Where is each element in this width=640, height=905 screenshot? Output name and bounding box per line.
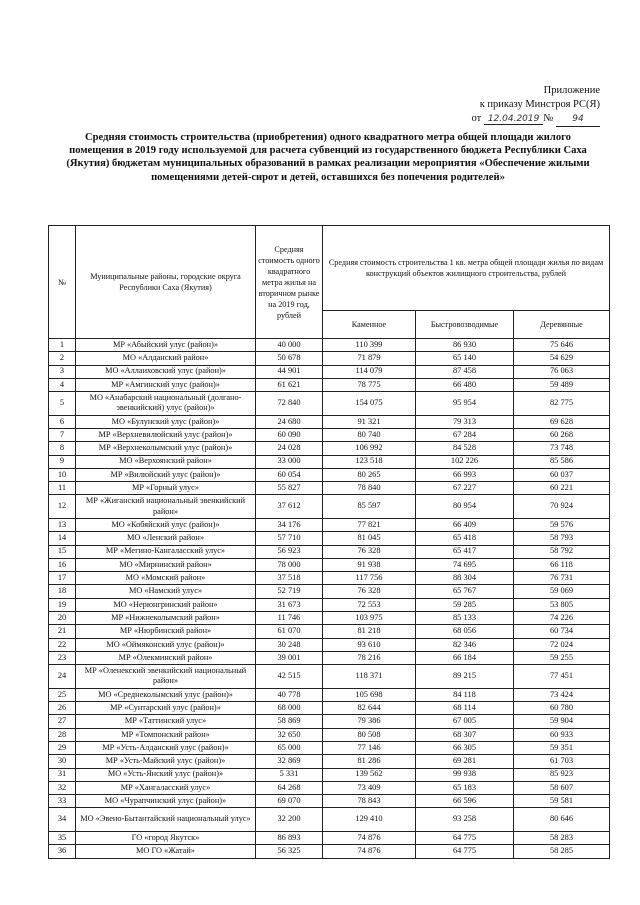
table-row xyxy=(49,728,610,741)
stone-cost: 81 286 xyxy=(323,755,416,768)
municipality-name: МР «Вилюйский улус (район)» xyxy=(76,468,256,481)
row-number: 24 xyxy=(49,665,76,689)
stone-cost: 154 075 xyxy=(323,392,416,416)
prefab-cost: 82 346 xyxy=(416,638,514,651)
municipality-name: МР «Верхнеколымский улус (район)» xyxy=(76,442,256,455)
municipality-name: МР «Сунтарский улус (район)» xyxy=(76,702,256,715)
stone-cost: 77 821 xyxy=(323,518,416,531)
prefab-cost: 67 227 xyxy=(416,482,514,495)
secondary-market-cost: 78 000 xyxy=(256,558,323,571)
table-row xyxy=(49,392,610,416)
annex-title: Приложение xyxy=(543,85,600,96)
row-number: 34 xyxy=(49,808,76,832)
row-number: 13 xyxy=(49,518,76,531)
stone-cost: 106 992 xyxy=(323,442,416,455)
stone-cost: 72 553 xyxy=(323,598,416,611)
row-number: 23 xyxy=(49,651,76,664)
row-number: 2 xyxy=(49,352,76,365)
municipality-name: МР «Оленекский эвенкийский национальный район» xyxy=(76,665,256,689)
row-number: 9 xyxy=(49,455,76,468)
stone-cost: 118 371 xyxy=(323,665,416,689)
stone-cost: 73 409 xyxy=(323,781,416,794)
table-row xyxy=(49,808,610,832)
stone-cost: 105 698 xyxy=(323,688,416,701)
municipality-name: МО «Намский улус» xyxy=(76,585,256,598)
prefab-cost: 84 528 xyxy=(416,442,514,455)
secondary-market-cost: 56 325 xyxy=(256,845,323,858)
stone-cost: 103 975 xyxy=(323,612,416,625)
table-row xyxy=(49,495,610,519)
row-number: 36 xyxy=(49,845,76,858)
table-row xyxy=(49,741,610,754)
prefab-cost: 65 767 xyxy=(416,585,514,598)
table-row xyxy=(49,442,610,455)
municipality-name: МО «Нерюнгринский район» xyxy=(76,598,256,611)
header-construction-cost: Средняя стоимость строительства 1 кв. метра общей площади жилья по видам конструкций объектов жилищного строительства, рублей xyxy=(323,226,610,311)
stone-cost: 77 146 xyxy=(323,741,416,754)
row-number: 21 xyxy=(49,625,76,638)
table-row xyxy=(49,518,610,531)
table-row xyxy=(49,665,610,689)
row-number: 15 xyxy=(49,545,76,558)
table-row xyxy=(49,598,610,611)
stone-cost: 80 265 xyxy=(323,468,416,481)
table-row xyxy=(49,558,610,571)
stone-cost: 81 218 xyxy=(323,625,416,638)
municipality-name: МО «Булунский улус (район)» xyxy=(76,415,256,428)
table-row xyxy=(49,428,610,441)
table-row xyxy=(49,795,610,808)
secondary-market-cost: 52 719 xyxy=(256,585,323,598)
row-number: 6 xyxy=(49,415,76,428)
row-number: 22 xyxy=(49,638,76,651)
municipality-name: ГО «город Якутск» xyxy=(76,831,256,844)
prefab-cost: 67 284 xyxy=(416,428,514,441)
municipality-name: МР «Хангаласский улус» xyxy=(76,781,256,794)
wooden-cost: 80 646 xyxy=(514,808,610,832)
secondary-market-cost: 32 650 xyxy=(256,728,323,741)
row-number: 4 xyxy=(49,378,76,391)
table-row xyxy=(49,455,610,468)
prefab-cost: 95 954 xyxy=(416,392,514,416)
wooden-cost: 60 933 xyxy=(514,728,610,741)
municipality-name: МР «Жиганский национальный эвенкийский район» xyxy=(76,495,256,519)
stone-cost: 139 562 xyxy=(323,768,416,781)
prefab-cost: 66 480 xyxy=(416,378,514,391)
table-row xyxy=(49,572,610,585)
prefab-cost: 86 930 xyxy=(416,339,514,352)
table-row xyxy=(49,339,610,352)
secondary-market-cost: 57 710 xyxy=(256,532,323,545)
table-row xyxy=(49,365,610,378)
table-row xyxy=(49,415,610,428)
municipality-name: МО «Мирнинский район» xyxy=(76,558,256,571)
wooden-cost: 72 024 xyxy=(514,638,610,651)
secondary-market-cost: 72 840 xyxy=(256,392,323,416)
prefab-cost: 66 184 xyxy=(416,651,514,664)
prefab-cost: 68 307 xyxy=(416,728,514,741)
wooden-cost: 66 118 xyxy=(514,558,610,571)
municipality-name: МР «Амгинский улус (район)» xyxy=(76,378,256,391)
prefab-cost: 65 418 xyxy=(416,532,514,545)
secondary-market-cost: 61 621 xyxy=(256,378,323,391)
municipality-name: МО «Кобяйский улус (район)» xyxy=(76,518,256,531)
table-row xyxy=(49,482,610,495)
stone-cost: 129 410 xyxy=(323,808,416,832)
row-number: 28 xyxy=(49,728,76,741)
prefab-cost: 99 938 xyxy=(416,768,514,781)
stone-cost: 123 518 xyxy=(323,455,416,468)
wooden-cost: 60 037 xyxy=(514,468,610,481)
prefab-cost: 66 596 xyxy=(416,795,514,808)
stone-cost: 91 938 xyxy=(323,558,416,571)
secondary-market-cost: 34 176 xyxy=(256,518,323,531)
stone-cost: 76 328 xyxy=(323,585,416,598)
cost-table xyxy=(48,225,610,859)
row-number: 7 xyxy=(49,428,76,441)
wooden-cost: 77 451 xyxy=(514,665,610,689)
prefab-cost: 74 695 xyxy=(416,558,514,571)
wooden-cost: 69 628 xyxy=(514,415,610,428)
stone-cost: 74 876 xyxy=(323,845,416,858)
wooden-cost: 60 221 xyxy=(514,482,610,495)
stone-cost: 82 644 xyxy=(323,702,416,715)
table-row xyxy=(49,545,610,558)
row-number: 31 xyxy=(49,768,76,781)
secondary-market-cost: 60 090 xyxy=(256,428,323,441)
table-row xyxy=(49,702,610,715)
table-row xyxy=(49,625,610,638)
stone-cost: 79 386 xyxy=(323,715,416,728)
stone-cost: 117 756 xyxy=(323,572,416,585)
municipality-name: МР «Горный улус» xyxy=(76,482,256,495)
row-number: 20 xyxy=(49,612,76,625)
secondary-market-cost: 30 248 xyxy=(256,638,323,651)
wooden-cost: 76 731 xyxy=(514,572,610,585)
wooden-cost: 59 069 xyxy=(514,585,610,598)
table-row xyxy=(49,831,610,844)
row-number: 12 xyxy=(49,495,76,519)
document-title: Средняя стоимость строительства (приобретения) одного квадратного метра общей площади жилого помещения в 2019 году используемой для расчета субвенций из государственного бюджета Республики Саха (Якутия) бюджетам муниципальных образований в рамках реализации мероприятия «Обеспечение жилыми помещениями детей-сирот и детей, оставшихся без попечения родителей» xyxy=(66,132,590,183)
table-row xyxy=(49,755,610,768)
order-date: 12.04.2019 xyxy=(484,114,544,125)
table-row xyxy=(49,378,610,391)
wooden-cost: 85 586 xyxy=(514,455,610,468)
prefab-cost: 67 005 xyxy=(416,715,514,728)
municipality-name: МР «Абыйский улус (район)» xyxy=(76,339,256,352)
wooden-cost: 60 780 xyxy=(514,702,610,715)
row-number: 1 xyxy=(49,339,76,352)
prefab-cost: 65 417 xyxy=(416,545,514,558)
wooden-cost: 60 268 xyxy=(514,428,610,441)
prefab-cost: 64 775 xyxy=(416,831,514,844)
stone-cost: 114 079 xyxy=(323,365,416,378)
secondary-market-cost: 86 893 xyxy=(256,831,323,844)
row-number: 35 xyxy=(49,831,76,844)
row-number: 3 xyxy=(49,365,76,378)
municipality-name: МР «Верхневилюйский улус (район)» xyxy=(76,428,256,441)
municipality-name: МО ГО «Жатай» xyxy=(76,845,256,858)
prefab-cost: 69 281 xyxy=(416,755,514,768)
municipality-name: МР «Усть-Майский улус (район)» xyxy=(76,755,256,768)
secondary-market-cost: 32 869 xyxy=(256,755,323,768)
table-row xyxy=(49,468,610,481)
municipality-name: МО «Ленский район» xyxy=(76,532,256,545)
row-number: 18 xyxy=(49,585,76,598)
wooden-cost: 58 285 xyxy=(514,845,610,858)
stone-cost: 80 740 xyxy=(323,428,416,441)
wooden-cost: 61 703 xyxy=(514,755,610,768)
stone-cost: 85 597 xyxy=(323,495,416,519)
annex-date-number xyxy=(471,112,600,127)
row-number: 17 xyxy=(49,572,76,585)
row-number: 16 xyxy=(49,558,76,571)
secondary-market-cost: 56 923 xyxy=(256,545,323,558)
row-number: 25 xyxy=(49,688,76,701)
municipality-name: МР «Усть-Алданский улус (район)» xyxy=(76,741,256,754)
stone-cost: 74 876 xyxy=(323,831,416,844)
stone-cost: 78 843 xyxy=(323,795,416,808)
row-number: 14 xyxy=(49,532,76,545)
prefab-cost: 89 215 xyxy=(416,665,514,689)
secondary-market-cost: 44 901 xyxy=(256,365,323,378)
prefab-cost: 65 140 xyxy=(416,352,514,365)
stone-cost: 71 879 xyxy=(323,352,416,365)
secondary-market-cost: 69 070 xyxy=(256,795,323,808)
header-secondary-market: Средняя стоимость одного квадратного метра жилья на вторичном рынке на 2019 год, рублей xyxy=(256,226,323,339)
wooden-cost: 70 924 xyxy=(514,495,610,519)
table-row xyxy=(49,781,610,794)
wooden-cost: 58 283 xyxy=(514,831,610,844)
secondary-market-cost: 40 000 xyxy=(256,339,323,352)
header-number: № xyxy=(49,226,76,339)
prefab-cost: 68 056 xyxy=(416,625,514,638)
prefab-cost: 68 114 xyxy=(416,702,514,715)
stone-cost: 78 775 xyxy=(323,378,416,391)
table-row xyxy=(49,651,610,664)
municipality-name: МО «Чурапчинский улус (район)» xyxy=(76,795,256,808)
table-row xyxy=(49,352,610,365)
municipality-name: МР «Олекминский район» xyxy=(76,651,256,664)
wooden-cost: 74 226 xyxy=(514,612,610,625)
wooden-cost: 58 607 xyxy=(514,781,610,794)
wooden-cost: 59 351 xyxy=(514,741,610,754)
municipality-name: МО «Эвено-Бытантайский национальный улус» xyxy=(76,808,256,832)
row-number: 11 xyxy=(49,482,76,495)
secondary-market-cost: 68 000 xyxy=(256,702,323,715)
municipality-name: МО «Усть-Янский улус (район)» xyxy=(76,768,256,781)
secondary-market-cost: 5 331 xyxy=(256,768,323,781)
municipality-name: МО «Аллаиховский улус (район)» xyxy=(76,365,256,378)
table-body xyxy=(49,339,610,859)
wooden-cost: 58 792 xyxy=(514,545,610,558)
secondary-market-cost: 37 612 xyxy=(256,495,323,519)
table-row xyxy=(49,715,610,728)
municipality-name: МР «Нюрбинский район» xyxy=(76,625,256,638)
prefab-cost: 88 304 xyxy=(416,572,514,585)
table-row xyxy=(49,638,610,651)
annex-order-ref: к приказу Минстроя РС(Я) xyxy=(479,99,600,110)
row-number: 33 xyxy=(49,795,76,808)
secondary-market-cost: 31 673 xyxy=(256,598,323,611)
secondary-market-cost: 24 028 xyxy=(256,442,323,455)
row-number: 30 xyxy=(49,755,76,768)
prefab-cost: 80 954 xyxy=(416,495,514,519)
stone-cost: 81 045 xyxy=(323,532,416,545)
wooden-cost: 73 748 xyxy=(514,442,610,455)
table-row xyxy=(49,532,610,545)
number-label: № xyxy=(543,113,554,124)
secondary-market-cost: 50 678 xyxy=(256,352,323,365)
secondary-market-cost: 60 054 xyxy=(256,468,323,481)
wooden-cost: 59 904 xyxy=(514,715,610,728)
secondary-market-cost: 65 000 xyxy=(256,741,323,754)
wooden-cost: 58 793 xyxy=(514,532,610,545)
header-wooden: Деревянные xyxy=(514,311,610,339)
prefab-cost: 65 183 xyxy=(416,781,514,794)
secondary-market-cost: 42 515 xyxy=(256,665,323,689)
municipality-name: МО «Алданский район» xyxy=(76,352,256,365)
municipality-name: МО «Анабарский национальный (долгано-эвенкийский) улус (район)» xyxy=(76,392,256,416)
header-stone: Каменное xyxy=(323,311,416,339)
prefab-cost: 64 775 xyxy=(416,845,514,858)
prefab-cost: 93 258 xyxy=(416,808,514,832)
row-number: 8 xyxy=(49,442,76,455)
row-number: 29 xyxy=(49,741,76,754)
row-number: 32 xyxy=(49,781,76,794)
wooden-cost: 59 576 xyxy=(514,518,610,531)
wooden-cost: 76 063 xyxy=(514,365,610,378)
municipality-name: МО «Момский район» xyxy=(76,572,256,585)
prefab-cost: 66 409 xyxy=(416,518,514,531)
row-number: 26 xyxy=(49,702,76,715)
row-number: 19 xyxy=(49,598,76,611)
secondary-market-cost: 61 070 xyxy=(256,625,323,638)
stone-cost: 80 508 xyxy=(323,728,416,741)
stone-cost: 93 610 xyxy=(323,638,416,651)
wooden-cost: 73 424 xyxy=(514,688,610,701)
wooden-cost: 75 646 xyxy=(514,339,610,352)
table-row xyxy=(49,768,610,781)
municipality-name: МР «Нижнеколымский район» xyxy=(76,612,256,625)
table-row xyxy=(49,688,610,701)
secondary-market-cost: 24 680 xyxy=(256,415,323,428)
wooden-cost: 59 581 xyxy=(514,795,610,808)
wooden-cost: 82 775 xyxy=(514,392,610,416)
municipality-name: МО «Среднеколымский улус (район)» xyxy=(76,688,256,701)
from-label: от xyxy=(471,113,482,124)
wooden-cost: 54 629 xyxy=(514,352,610,365)
annex-block xyxy=(471,84,600,127)
row-number: 10 xyxy=(49,468,76,481)
prefab-cost: 59 285 xyxy=(416,598,514,611)
secondary-market-cost: 40 778 xyxy=(256,688,323,701)
secondary-market-cost: 58 869 xyxy=(256,715,323,728)
stone-cost: 91 321 xyxy=(323,415,416,428)
wooden-cost: 59 255 xyxy=(514,651,610,664)
wooden-cost: 85 923 xyxy=(514,768,610,781)
municipality-name: МР «Таттинский улус» xyxy=(76,715,256,728)
prefab-cost: 79 313 xyxy=(416,415,514,428)
table-row xyxy=(49,585,610,598)
prefab-cost: 84 118 xyxy=(416,688,514,701)
municipality-name: МР «Мегино-Кангаласский улус» xyxy=(76,545,256,558)
municipality-name: МР «Томпонский район» xyxy=(76,728,256,741)
secondary-market-cost: 55 827 xyxy=(256,482,323,495)
prefab-cost: 66 993 xyxy=(416,468,514,481)
prefab-cost: 66 305 xyxy=(416,741,514,754)
row-number: 5 xyxy=(49,392,76,416)
order-number: 94 xyxy=(556,112,600,127)
secondary-market-cost: 11 746 xyxy=(256,612,323,625)
municipality-name: МО «Верхоянский район» xyxy=(76,455,256,468)
secondary-market-cost: 33 000 xyxy=(256,455,323,468)
wooden-cost: 53 805 xyxy=(514,598,610,611)
stone-cost: 110 399 xyxy=(323,339,416,352)
table-row xyxy=(49,845,610,858)
secondary-market-cost: 64 268 xyxy=(256,781,323,794)
prefab-cost: 87 458 xyxy=(416,365,514,378)
row-number: 27 xyxy=(49,715,76,728)
prefab-cost: 85 133 xyxy=(416,612,514,625)
secondary-market-cost: 39 001 xyxy=(256,651,323,664)
secondary-market-cost: 32 200 xyxy=(256,808,323,832)
header-municipality: Муниципальные районы, городские округа Республики Саха (Якутия) xyxy=(76,226,256,339)
table-row xyxy=(49,612,610,625)
secondary-market-cost: 37 518 xyxy=(256,572,323,585)
wooden-cost: 60 734 xyxy=(514,625,610,638)
wooden-cost: 59 489 xyxy=(514,378,610,391)
stone-cost: 78 840 xyxy=(323,482,416,495)
stone-cost: 78 216 xyxy=(323,651,416,664)
stone-cost: 76 328 xyxy=(323,545,416,558)
prefab-cost: 102 226 xyxy=(416,455,514,468)
header-prefab: Быстровозводимые xyxy=(416,311,514,339)
municipality-name: МО «Оймяконский улус (район)» xyxy=(76,638,256,651)
